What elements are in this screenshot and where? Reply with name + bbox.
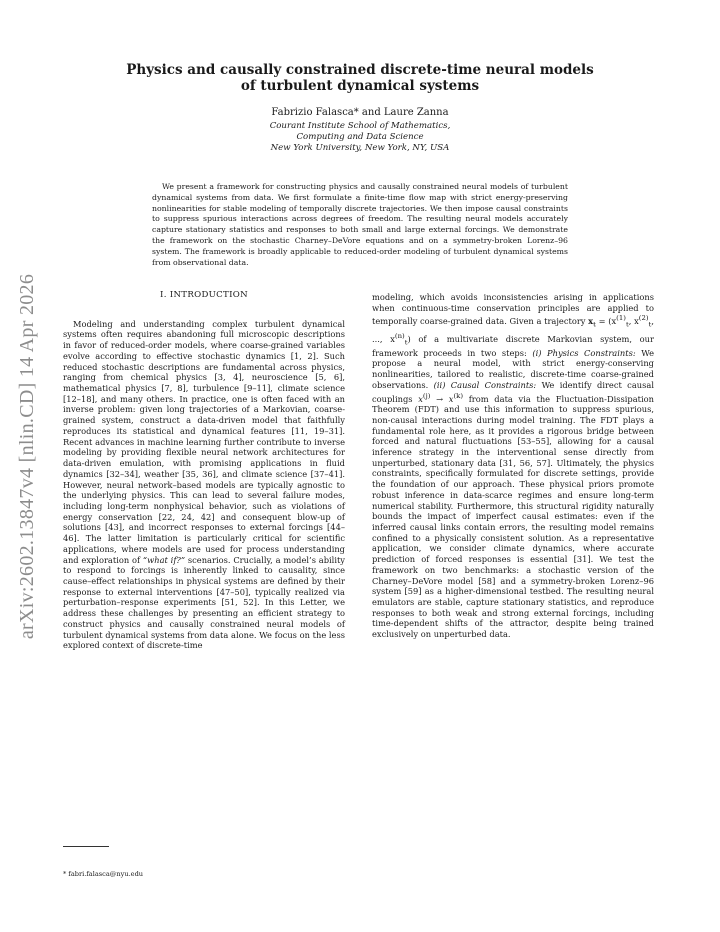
causal-source-var: x — [418, 393, 423, 404]
arxiv-identifier: arXiv:2602.13847v4 [nlin.CD] 14 Apr 2026 — [16, 273, 39, 639]
section-heading-introduction: I. INTRODUCTION — [160, 290, 248, 300]
footnote-email: * fabri.falasca@nyu.edu — [63, 870, 144, 878]
causal-constraints-label: (ii) Causal Constraints: — [433, 379, 537, 390]
trajectory-eq: = (x — [595, 316, 617, 327]
trajectory-comma-2: , ..., x — [372, 316, 654, 344]
physics-constraints-label: (i) Physics Constraints: — [532, 347, 636, 358]
trajectory-index-1: (1) — [616, 314, 626, 323]
affiliation-line-3: New York University, New York, NY, USA — [270, 143, 450, 153]
trajectory-sub-1: t — [625, 320, 629, 329]
affiliation-line-1: Courant Institute School of Mathematics, — [269, 121, 451, 131]
trajectory-symbol: x — [588, 316, 594, 327]
intro-what-if: “what if?” — [142, 554, 186, 565]
left-column — [63, 290, 345, 651]
right-text-3: We propose a neural model, with strict energy-conserving nonlinearities, tailored to realistic, discrete-time coarse-grained observations. — [372, 347, 654, 390]
right-text-1: modeling, which avoids inconsistencies arising in applications when continuous-time conservation principles are applied to temporally coarse-grained data. Given a trajectory — [372, 292, 654, 327]
trajectory-close: ) — [407, 333, 411, 344]
trajectory-index-2: (2) — [638, 314, 649, 323]
causal-source-index: (j) — [422, 391, 431, 400]
title-line-2: of turbulent dynamical systems — [240, 78, 480, 94]
trajectory-subscript: t — [593, 320, 596, 329]
causal-target-var: x — [448, 393, 454, 404]
title-line-1: Physics and causally constrained discrete-time neural models — [126, 62, 594, 78]
causal-arrow: → — [430, 393, 449, 404]
causal-target-index: (k) — [453, 391, 464, 400]
right-text-4: We identify direct causal couplings — [372, 379, 654, 404]
footnote-rule — [63, 846, 109, 847]
intro-paragraph — [63, 319, 345, 651]
intro-continued-paragraph — [372, 292, 654, 640]
intro-text-a: Modeling and understanding complex turbulent dynamical systems often requires abandoning full microscopic descriptions in favor of reduced-order models, where coarse-grained variables evolve according to effective stochastic dynamics [1, 2]. Such reduced stochastic descriptions are fundamental across physics, ranging from chemical physics [3, 4], neuroscience [5, 6], mathematical physics [7, 8], turbulence [9–11], climate science [12–18], and many others. In practice, one is often faced with an inverse problem: given long trajectories of a Markovian, coarse-grained system, construct a data-driven model that faithfully reproduces its statistical and dynamical features [11, 19–31]. Recent advances in machine learning further contribute to inverse modeling by providing flexible neural network architectures for data-driven emulation, with promising applications in fluid dynamics [32–34], weather [35, 36], and climate science [37–41]. However, neural network–based models are typically agnostic to the underlying physics. This can lead to several failure modes, including long-term nonphysical behavior, such as violations of energy conservation [22, 24, 42] and consequent blow-up of solutions [43], and incorrect responses to external forcings [44–46]. The latter limitation is particularly critical for scientific applications, where models are used for process understanding and exploration of — [63, 318, 345, 565]
arxiv-watermark — [6, 246, 50, 666]
intro-text-b: scenarios. Crucially, a model’s ability to respond to forcings is inherently linked to causality, since cause–effect relationships in physical systems are defined by their response to external interventions [47–50], typically realized via perturbation–response experiments [51, 52]. In this Letter, we address these challenges by presenting an efficient strategy to construct physics and causally constrained neural models of turbulent dynamical systems from data alone. We focus on the less explored context of discrete-time — [63, 554, 345, 651]
affiliation — [120, 121, 600, 154]
trajectory-comma-1: , x — [628, 316, 639, 327]
right-column — [372, 292, 654, 640]
paper-title — [120, 62, 600, 94]
trajectory-index-n: (n) — [394, 331, 405, 340]
right-text-5: from data via the Fluctuation-Dissipation Theorem (FDT) and use this information to suppress spurious, non-causal interactions during model training. The FDT plays a fundamental role here, as it provides a rigorous bridge between forced and natural fluctuations [53–55], allowing for a causal inference strategy in the interventional sense directly from unperturbed, stationary data [31, 56, 57]. Ultimately, the physics constraints, specifically formulated for discrete settings, provide the foundation of our approach. These physical priors promote robust inference in data-scarce regimes and ensure long-term numerical stability. Furthermore, this structural rigidity naturally bounds the impact of imperfect causal estimates: even if the inferred causal links contain errors, the resulting model remains confined to a physically consistent solution. As a representative application, we consider climate dynamics, where accurate prediction of forced responses is essential [31]. We test the framework on two benchmarks: a stochastic version of the Charney–DeVore model [58] and a symmetry-broken Lorenz–96 system [59] as a higher-dimensional testbed. The resulting neural emulators are stable, capture stationary statistics, and reproduce responses to both weak and strong external forcings, including time-dependent shifts of the attractor, despite being trained exclusively on unperturbed data. — [372, 393, 654, 640]
abstract: We present a framework for constructing physics and causally constrained neural models of turbulent dynamical systems from data. We first formulate a finite-time flow map with strict energy-preserving nonlinearities for stable modeling of temporally discrete trajectories. We then impose causal constraints to suppress spurious interactions across degrees of freedom. The resulting neural models accurately capture stationary statistics and responses to both small and large external forcings. We demonstrate the framework on the stochastic Charney–DeVore equations and on a symmetry-broken Lorenz–96 system. The framework is broadly applicable to reduced-order modeling of turbulent dynamical systems from observational data. — [152, 182, 568, 267]
author-list: Fabrizio Falasca* and Laure Zanna — [271, 107, 449, 118]
right-text-2: of a multivariate discrete Markovian system, our framework proceeds in two steps: — [372, 333, 654, 358]
trajectory-sub-n: t — [404, 338, 408, 346]
affiliation-line-2: Computing and Data Science — [296, 132, 424, 142]
trajectory-sub-2: t — [648, 320, 652, 329]
